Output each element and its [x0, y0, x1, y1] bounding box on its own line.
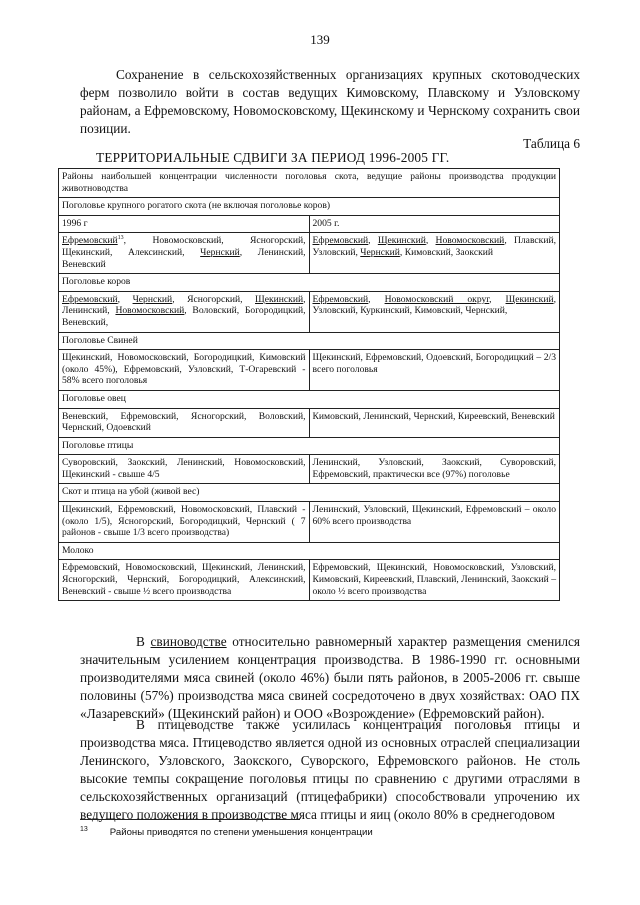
pigs-2005-cell: Щекинский, Ефремовский, Одоевский, Богородицкий – 2/3 всего поголовья	[309, 350, 560, 391]
page-number: 139	[310, 32, 330, 47]
cattle-2005-cell	[309, 233, 560, 274]
footnote-mark: 13	[80, 826, 88, 833]
district-list: , Кимовский, Заокский	[399, 246, 494, 258]
pigs-1996-cell: Щекинский, Новомосковский, Богородицкий, Кимовский (около 45%), Ефремовский, Узловский, Т-Огаревский - 58% всего поголовья	[59, 350, 310, 391]
underlined-district: Новомосковский	[115, 305, 185, 317]
year-row	[59, 215, 560, 233]
underlined-district: Чернский	[360, 246, 400, 258]
district-list: , Ясногорский,	[172, 293, 256, 305]
section-row	[59, 274, 560, 292]
section-row	[59, 484, 560, 502]
paragraph-lead: В	[136, 634, 151, 649]
cattle-1996-cell	[59, 233, 310, 274]
footnote	[80, 826, 373, 838]
underlined-district: Щекинский	[377, 235, 426, 247]
milk-2005-cell: Ефремовский, Щекинский, Новомосковский, Узловский, Кимовский, Киреевский, Плавский, Ленинский, Заокский – около ½ всего производства	[309, 560, 560, 601]
pig-paragraph	[80, 633, 580, 723]
pig-term: свиноводстве	[150, 634, 227, 649]
district-list: , Воловский, Богородицкий, Веневский,	[62, 305, 306, 328]
year-2005-header: 2005 г.	[309, 215, 560, 233]
underlined-district: Ефремовский	[312, 235, 369, 247]
table-row	[59, 408, 560, 437]
section-slaughter-title: Скот и птица на убой (живой вес)	[59, 484, 560, 502]
poultry-2005-cell: Ленинский, Узловский, Заокский, Суворовский, Ефремовский, практически все (97%) поголовье	[309, 455, 560, 484]
section-pigs-title: Поголовье Свиней	[59, 332, 560, 350]
underlined-district: Чернский	[200, 246, 240, 258]
footnote-ref: 13	[117, 235, 124, 242]
district-list: , Узловский, Куркинский, Кимовский, Чернский,	[312, 293, 556, 317]
underlined-district: Новомосковский	[435, 235, 505, 247]
district-list: ,	[368, 235, 378, 247]
table-row	[59, 560, 560, 601]
district-list: , Новомосковский, Ясногорский, Щекинский, Алексинский,	[62, 235, 306, 258]
underlined-district: Ефремовский	[312, 293, 369, 305]
underlined-district: Щекинский	[505, 293, 554, 305]
footnote-divider	[80, 819, 300, 820]
section-cattle-title: Поголовье крупного рогатого скота (не включая поголовье коров)	[59, 198, 560, 216]
underlined-district: Щекинский	[255, 293, 304, 305]
poultry-paragraph: В птицеводстве также усилилась концентрация поголовья птицы и производства мяса. Птицеводство является одной из основных отраслей специализации Ленинского, Узловского, Заокского, Суворского, Ефремовского районов. Не столь высокие темпы сокращение поголовья птицы по сравнению с другими отраслями в сельскохозяйственных организаций (птицефабрики) способствовали упрочению их ведущего положения в производстве мяса птицы и яиц (около 80% в среднегодовом	[80, 717, 580, 822]
territorial-shifts-table	[58, 168, 560, 601]
district-list: ,	[117, 293, 133, 305]
slaughter-2005-cell: Ленинский, Узловский, Щекинский, Ефремовский – около 60% всего производства	[309, 502, 560, 543]
footnote-text: Районы приводятся по степени уменьшения концентрации	[109, 827, 373, 839]
table-header: Районы наибольшей концентрации численности поголовья скота, ведущие районы производства продукции животноводства	[59, 169, 560, 198]
cows-1996-cell	[59, 291, 310, 332]
underlined-district: Чернский	[132, 293, 173, 305]
district-list: ,	[425, 235, 436, 247]
poultry-1996-cell: Суворовский, Заокский, Ленинский, Новомосковский, Щекинский - свыше 4/5	[59, 455, 310, 484]
section-poultry-title: Поголовье птицы	[59, 437, 560, 455]
table-row	[59, 350, 560, 391]
table-header-row	[59, 169, 560, 198]
slaughter-1996-cell: Щекинский, Ефремовский, Новомосковский, Плавский - (около 1/5), Ясногорский, Богородицкий, Чернский ( 7 районов - свыше 1/3 всего производства)	[59, 502, 310, 543]
paragraph-rest: относительно равномерный характер размещения сменился значительным усилением концентрация производства. В 1986-1990 гг. основными производителями мяса свиней (около 46%) были пять районов, в 2005-2006 гг. свыше половины (57%) производства мяса свиней сосредоточено в двух хозяйствах: ОАО ПХ «Лазаревский» (Щекинский район) и ООО «Возрождение» (Ефремовский район).	[80, 634, 580, 721]
intro-paragraph: Сохранение в сельскохозяйственных организациях крупных скотоводческих ферм позволило войти в состав ведущих Кимовскому, Плавскому и Узловскому районам, а Ефремовскому, Новомосковскому, Щекинскому и Чернскому сохранить свои позиции.	[80, 67, 580, 136]
section-row	[59, 390, 560, 408]
table-row	[59, 291, 560, 332]
district-list: ,	[489, 293, 506, 305]
sheep-1996-cell: Веневский, Ефремовский, Ясногорский, Воловский, Чернский, Одоевский	[59, 408, 310, 437]
cows-2005-cell	[309, 291, 560, 332]
section-milk-title: Молоко	[59, 542, 560, 560]
section-row	[59, 332, 560, 350]
underlined-district: Ефремовский	[62, 293, 118, 305]
section-cows-title: Поголовье коров	[59, 274, 560, 292]
year-1996-header: 1996 г	[59, 215, 310, 233]
underlined-district: Новомосковский округ	[384, 293, 490, 305]
underlined-district: Ефремовский	[62, 235, 118, 247]
sheep-2005-cell: Кимовский, Ленинский, Чернский, Киреевский, Веневский	[309, 408, 560, 437]
table-label: Таблица 6	[523, 136, 580, 151]
table-row	[59, 233, 560, 274]
section-row	[59, 198, 560, 216]
district-list: ,	[368, 293, 385, 305]
section-row	[59, 437, 560, 455]
milk-1996-cell: Ефремовский, Новомосковский, Щекинский, Ленинский, Ясногорский, Чернский, Богородицкий, Алексинский, Веневский - свыше ½ всего производства	[59, 560, 310, 601]
table-row	[59, 502, 560, 543]
section-row	[59, 542, 560, 560]
district-list: , Ленинский,	[62, 293, 306, 317]
district-list: , Плавский, Узловский,	[312, 235, 556, 258]
table-row	[59, 455, 560, 484]
district-list: , Ленинский, Веневский	[62, 246, 306, 270]
section-sheep-title: Поголовье овец	[59, 390, 560, 408]
table-title: ТЕРРИТОРИАЛЬНЫЕ СДВИГИ ЗА ПЕРИОД 1996-2005 ГГ.	[96, 150, 450, 165]
